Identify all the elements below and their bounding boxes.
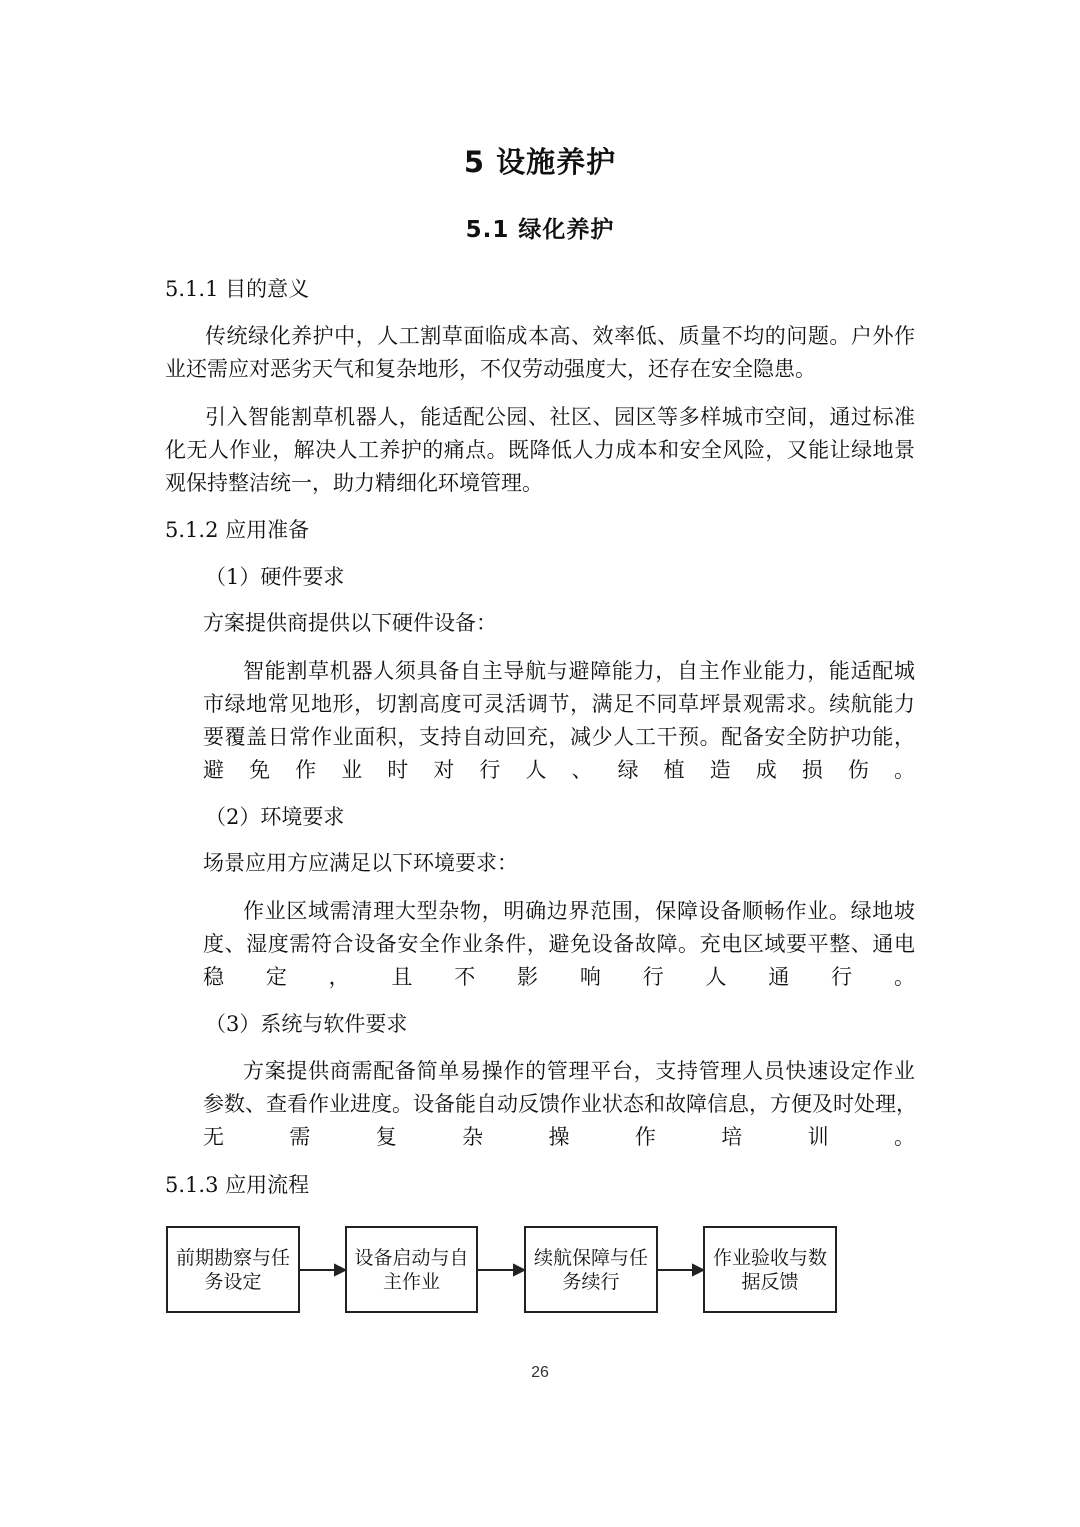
paragraph-line: 引入智能割草机器人，能适配公园、社区、园区等多样城市空间，通过标准 — [205, 405, 915, 429]
section-title: 5.1 绿化养护 — [465, 217, 615, 243]
flow-step-text: 作业验收与数 — [712, 1246, 827, 1269]
paragraph-line: 化无人作业，解决人工养护的痛点。既降低人力成本和安全风险，又能让绿地景 — [165, 438, 915, 462]
item-intro-hardware: 方案提供商提供以下硬件设备： — [203, 611, 497, 635]
chapter-title: 5 设施养护 — [463, 145, 617, 179]
paragraph-line: 无需复杂操作培训。 — [203, 1125, 915, 1149]
flow-step-text: 设备启动与自 — [354, 1246, 469, 1269]
paragraph-line: 观保持整洁统一，助力精细化环境管理。 — [165, 471, 543, 495]
flow-step-text: 据反馈 — [741, 1270, 799, 1293]
flow-step-text: 主作业 — [382, 1270, 440, 1293]
paragraph-line: 业还需应对恶劣天气和复杂地形，不仅劳动强度大，还存在安全隐患。 — [165, 357, 816, 381]
flow-step-text: 务续行 — [562, 1270, 620, 1293]
paragraph-line: 智能割草机器人须具备自主导航与避障能力，自主作业能力，能适配城 — [243, 659, 915, 683]
paragraph-line: 稳定，且不影响行人通行。 — [203, 965, 915, 989]
paragraph-line: 市绿地常见地形，切割高度可灵活调节，满足不同草坪景观需求。续航能力 — [203, 692, 915, 716]
paragraph-line: 作业区域需清理大型杂物，明确边界范围，保障设备顺畅作业。绿地坡 — [243, 899, 915, 923]
subsection-heading-513: 5.1.3 应用流程 — [165, 1173, 310, 1197]
paragraph-line: 要覆盖日常作业面积，支持自动回充，减少人工干预。配备安全防护功能， — [203, 725, 915, 749]
paragraph-line: 传统绿化养护中，人工割草面临成本高、效率低、质量不均的问题。户外作 — [205, 324, 915, 348]
subsection-heading-512: 5.1.2 应用准备 — [165, 518, 310, 542]
item-intro-environment: 场景应用方应满足以下环境要求： — [203, 851, 518, 875]
flow-step-survey — [166, 1226, 300, 1313]
paragraph-line: 参数、查看作业进度。设备能自动反馈作业状态和故障信息，方便及时处理， — [203, 1092, 917, 1116]
flow-step-text: 务设定 — [204, 1270, 262, 1293]
flow-step-start — [345, 1226, 478, 1313]
flow-arrow — [478, 1265, 524, 1275]
flow-arrow — [300, 1265, 345, 1275]
flow-arrow — [658, 1265, 703, 1275]
paragraph-line: 避免作业时对行人、绿植造成损伤。 — [203, 758, 915, 782]
item-label-hardware: （1）硬件要求 — [205, 565, 345, 589]
flow-step-text: 续航保障与任 — [533, 1246, 648, 1269]
item-label-environment: （2）环境要求 — [205, 805, 345, 829]
subsection-heading-511: 5.1.1 目的意义 — [165, 277, 310, 301]
flow-step-text: 前期勘察与任 — [175, 1246, 290, 1269]
page-number: 26 — [531, 1364, 549, 1381]
paragraph-line: 度、湿度需符合设备安全作业条件，避免设备故障。充电区域要平整、通电 — [203, 932, 915, 956]
paragraph-line: 方案提供商需配备简单易操作的管理平台，支持管理人员快速设定作业 — [243, 1059, 915, 1083]
item-label-software: （3）系统与软件要求 — [205, 1012, 408, 1036]
flow-step-acceptance — [703, 1226, 837, 1313]
flow-step-endurance — [524, 1226, 658, 1313]
